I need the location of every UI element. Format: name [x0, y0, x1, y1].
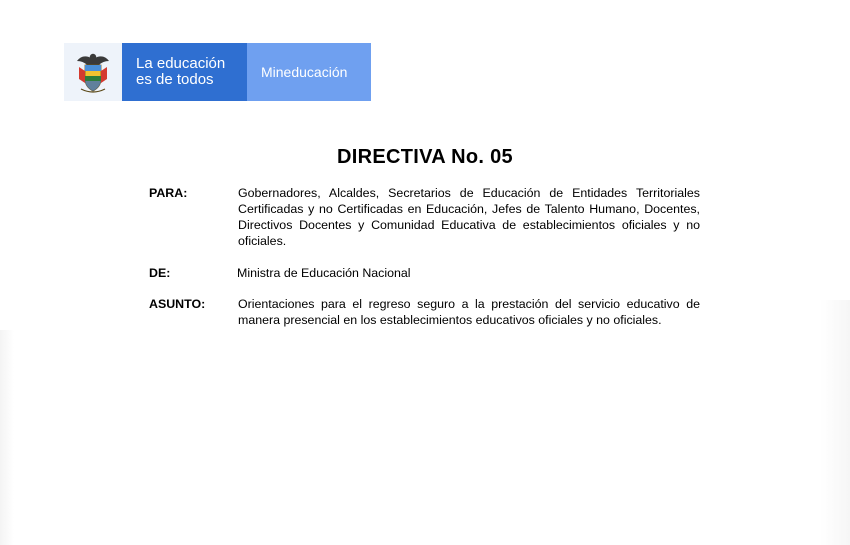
para-label: PARA: — [149, 186, 188, 200]
ministry-name: Mineducación — [247, 43, 371, 101]
de-label: DE: — [149, 266, 171, 280]
page-edge-shadow-right — [820, 300, 850, 545]
coat-of-arms-icon — [64, 43, 122, 101]
asunto-field — [149, 296, 700, 328]
logo-slogan-line2: es de todos — [136, 71, 214, 88]
logo-slogan-line1: La educación — [136, 55, 226, 72]
ministry-logo-banner — [64, 43, 371, 101]
document-title: DIRECTIVA No. 05 — [337, 146, 513, 168]
para-field — [149, 185, 700, 249]
de-field — [149, 265, 700, 281]
asunto-value: Orientaciones para el regreso seguro a la prestación del servicio educativo de manera presencial en los establecimientos educativos oficiales y no oficiales. — [238, 297, 700, 327]
para-value: Gobernadores, Alcaldes, Secretarios de Educación de Entidades Territoriales Certificadas y no Certificadas en Educación, Jefes de Talento Humano, Docentes, Directivos Docentes y Comunidad Educativa de establecimientos oficiales y no oficiales. — [238, 186, 700, 248]
page-edge-shadow-left — [0, 330, 14, 545]
logo-slogan — [122, 43, 247, 101]
asunto-label: ASUNTO: — [149, 297, 206, 311]
de-value: Ministra de Educación Nacional — [237, 266, 411, 280]
